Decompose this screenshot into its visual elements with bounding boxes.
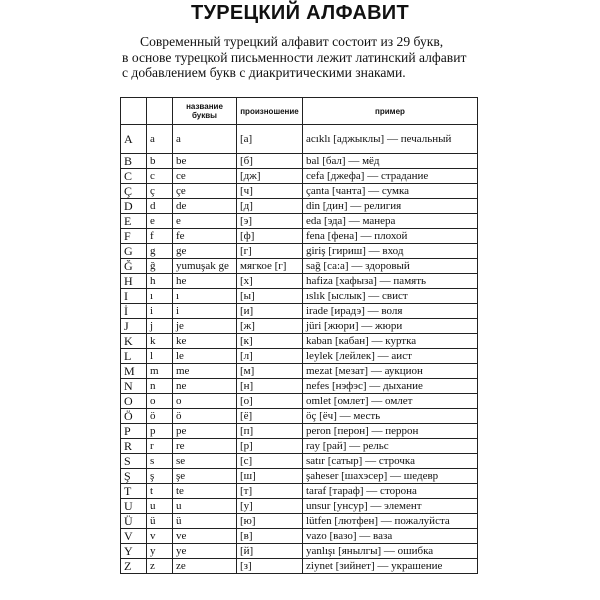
header-example: пример [303,98,478,125]
lowercase-letter-cell: s [147,454,173,469]
pronunciation-cell: [х] [237,274,303,289]
letter-name-cell: ge [173,244,237,259]
lowercase-letter-cell: k [147,334,173,349]
lowercase-letter-cell: o [147,394,173,409]
table-row [121,274,478,289]
pronunciation-cell: [дж] [237,169,303,184]
lowercase-letter-cell: y [147,544,173,559]
table-row [121,409,478,424]
example-cell: taraf [тараф] — сторона [303,484,478,499]
lowercase-letter-cell: r [147,439,173,454]
lowercase-letter-cell: ç [147,184,173,199]
pronunciation-cell: [а] [237,125,303,154]
uppercase-letter-cell: S [121,454,147,469]
pronunciation-cell: [з] [237,559,303,574]
pronunciation-cell: [с] [237,454,303,469]
uppercase-letter-cell: D [121,199,147,214]
letter-name-cell: ke [173,334,237,349]
table-row [121,439,478,454]
example-cell: leylek [лейлек] — аист [303,349,478,364]
table-row [121,169,478,184]
uppercase-letter-cell: O [121,394,147,409]
example-cell: satır [сатыр] — строчка [303,454,478,469]
lowercase-letter-cell: g [147,244,173,259]
table-row [121,184,478,199]
pronunciation-cell: [э] [237,214,303,229]
header-letter-name: название буквы [173,98,237,125]
table-row [121,544,478,559]
example-cell: bal [бал] — мёд [303,154,478,169]
lowercase-letter-cell: b [147,154,173,169]
letter-name-cell: fe [173,229,237,244]
pronunciation-cell: [д] [237,199,303,214]
letter-name-cell: a [173,125,237,154]
example-cell: omlet [омлет] — омлет [303,394,478,409]
example-cell: şaheser [шахэсер] — шедевр [303,469,478,484]
letter-name-cell: je [173,319,237,334]
table-row [121,469,478,484]
lowercase-letter-cell: l [147,349,173,364]
example-cell: giriş [гириш] — вход [303,244,478,259]
table-row [121,394,478,409]
letter-name-cell: be [173,154,237,169]
table-row [121,319,478,334]
example-cell: hafiza [хафыза] — память [303,274,478,289]
pronunciation-cell: [ж] [237,319,303,334]
lowercase-letter-cell: t [147,484,173,499]
pronunciation-cell: [л] [237,349,303,364]
pronunciation-cell: [и] [237,304,303,319]
pronunciation-cell: [й] [237,544,303,559]
lowercase-letter-cell: f [147,229,173,244]
intro-paragraph [122,34,478,81]
table-row [121,125,478,154]
letter-name-cell: se [173,454,237,469]
lowercase-letter-cell: p [147,424,173,439]
table-row [121,349,478,364]
letter-name-cell: he [173,274,237,289]
table-row [121,244,478,259]
lowercase-letter-cell: h [147,274,173,289]
letter-name-cell: çe [173,184,237,199]
pronunciation-cell: [в] [237,529,303,544]
pronunciation-cell: [ч] [237,184,303,199]
example-cell: unsur [унсур] — элемент [303,499,478,514]
letter-name-cell: e [173,214,237,229]
lowercase-letter-cell: e [147,214,173,229]
alphabet-table [120,97,478,574]
table-row [121,289,478,304]
example-cell: acıklı [аджыклы] — печальный [303,125,478,154]
uppercase-letter-cell: Y [121,544,147,559]
letter-name-cell: u [173,499,237,514]
table-row [121,424,478,439]
lowercase-letter-cell: v [147,529,173,544]
example-cell: peron [перон] — перрон [303,424,478,439]
pronunciation-cell: [ё] [237,409,303,424]
example-cell: kaban [кабан] — куртка [303,334,478,349]
example-cell: cefa [джефа] — страдание [303,169,478,184]
letter-name-cell: pe [173,424,237,439]
table-row [121,214,478,229]
alphabet-table-body [121,125,478,574]
example-cell: eda [эда] — манера [303,214,478,229]
letter-name-cell: re [173,439,237,454]
uppercase-letter-cell: Ğ [121,259,147,274]
pronunciation-cell: [у] [237,499,303,514]
lowercase-letter-cell: c [147,169,173,184]
pronunciation-cell: [ш] [237,469,303,484]
pronunciation-cell: [м] [237,364,303,379]
lowercase-letter-cell: j [147,319,173,334]
example-cell: ziynet [зийнет] — украшение [303,559,478,574]
pronunciation-cell: [ы] [237,289,303,304]
lowercase-letter-cell: m [147,364,173,379]
letter-name-cell: ö [173,409,237,424]
letter-name-cell: te [173,484,237,499]
lowercase-letter-cell: i [147,304,173,319]
lowercase-letter-cell: ü [147,514,173,529]
example-cell: jüri [жюри] — жюри [303,319,478,334]
uppercase-letter-cell: P [121,424,147,439]
uppercase-letter-cell: J [121,319,147,334]
letter-name-cell: ye [173,544,237,559]
uppercase-letter-cell: M [121,364,147,379]
table-row [121,259,478,274]
pronunciation-cell: [б] [237,154,303,169]
intro-line: с добавлением букв с диакритическими знаками. [122,65,406,80]
table-row [121,199,478,214]
lowercase-letter-cell: n [147,379,173,394]
letter-name-cell: me [173,364,237,379]
pronunciation-cell: [ф] [237,229,303,244]
letter-name-cell: yumuşak ge [173,259,237,274]
example-cell: mezat [мезат] — аукцион [303,364,478,379]
table-row [121,334,478,349]
lowercase-letter-cell: u [147,499,173,514]
table-row [121,304,478,319]
uppercase-letter-cell: H [121,274,147,289]
header-uppercase [121,98,147,125]
uppercase-letter-cell: A [121,125,147,154]
uppercase-letter-cell: V [121,529,147,544]
uppercase-letter-cell: İ [121,304,147,319]
uppercase-letter-cell: B [121,154,147,169]
pronunciation-cell: [п] [237,424,303,439]
page-title: ТУРЕЦКИЙ АЛФАВИТ [190,2,410,24]
letter-name-cell: ü [173,514,237,529]
uppercase-letter-cell: C [121,169,147,184]
lowercase-letter-cell: ğ [147,259,173,274]
letter-name-cell: de [173,199,237,214]
example-cell: öç [ёч] — месть [303,409,478,424]
uppercase-letter-cell: F [121,229,147,244]
intro-line: Современный турецкий алфавит состоит из 29 букв, [140,34,444,49]
pronunciation-cell: [к] [237,334,303,349]
example-cell: vazo [вазо] — ваза [303,529,478,544]
example-cell: lütfen [лютфен] — пожалуйста [303,514,478,529]
lowercase-letter-cell: z [147,559,173,574]
example-cell: fena [фена] — плохой [303,229,478,244]
letter-name-cell: ne [173,379,237,394]
table-header-row [121,98,478,125]
pronunciation-cell: [т] [237,484,303,499]
pronunciation-cell: [ю] [237,514,303,529]
uppercase-letter-cell: Z [121,559,147,574]
letter-name-cell: şe [173,469,237,484]
pronunciation-cell: мягкое [г] [237,259,303,274]
uppercase-letter-cell: U [121,499,147,514]
letter-name-cell: le [173,349,237,364]
lowercase-letter-cell: a [147,125,173,154]
letter-name-cell: ı [173,289,237,304]
lowercase-letter-cell: ö [147,409,173,424]
table-row [121,499,478,514]
letter-name-cell: ze [173,559,237,574]
uppercase-letter-cell: L [121,349,147,364]
uppercase-letter-cell: Ö [121,409,147,424]
pronunciation-cell: [г] [237,244,303,259]
letter-name-cell: ce [173,169,237,184]
pronunciation-cell: [о] [237,394,303,409]
uppercase-letter-cell: I [121,289,147,304]
lowercase-letter-cell: ı [147,289,173,304]
intro-line: в основе турецкой письменности лежит латинский алфавит [122,49,467,65]
example-cell: irade [ирадэ] — воля [303,304,478,319]
pronunciation-cell: [р] [237,439,303,454]
table-row [121,529,478,544]
table-row [121,484,478,499]
uppercase-letter-cell: G [121,244,147,259]
lowercase-letter-cell: d [147,199,173,214]
uppercase-letter-cell: T [121,484,147,499]
example-cell: ıslık [ыслык] — свист [303,289,478,304]
example-cell: yanlışı [янылгы] — ошибка [303,544,478,559]
table-row [121,454,478,469]
example-cell: nefes [нэфэс] — дыхание [303,379,478,394]
letter-name-cell: o [173,394,237,409]
uppercase-letter-cell: K [121,334,147,349]
letter-name-cell: ve [173,529,237,544]
header-pronunciation: произношение [237,98,303,125]
example-cell: ray [рай] — рельс [303,439,478,454]
lowercase-letter-cell: ş [147,469,173,484]
example-cell: din [дин] — религия [303,199,478,214]
uppercase-letter-cell: Ş [121,469,147,484]
pronunciation-cell: [н] [237,379,303,394]
uppercase-letter-cell: E [121,214,147,229]
table-row [121,379,478,394]
example-cell: çanta [чанта] — сумка [303,184,478,199]
uppercase-letter-cell: Ü [121,514,147,529]
letter-name-cell: i [173,304,237,319]
table-row [121,154,478,169]
example-cell: sağ [са:а] — здоровый [303,259,478,274]
table-row [121,364,478,379]
table-row [121,514,478,529]
table-row [121,229,478,244]
uppercase-letter-cell: N [121,379,147,394]
header-lowercase [147,98,173,125]
uppercase-letter-cell: R [121,439,147,454]
uppercase-letter-cell: Ç [121,184,147,199]
table-row [121,559,478,574]
